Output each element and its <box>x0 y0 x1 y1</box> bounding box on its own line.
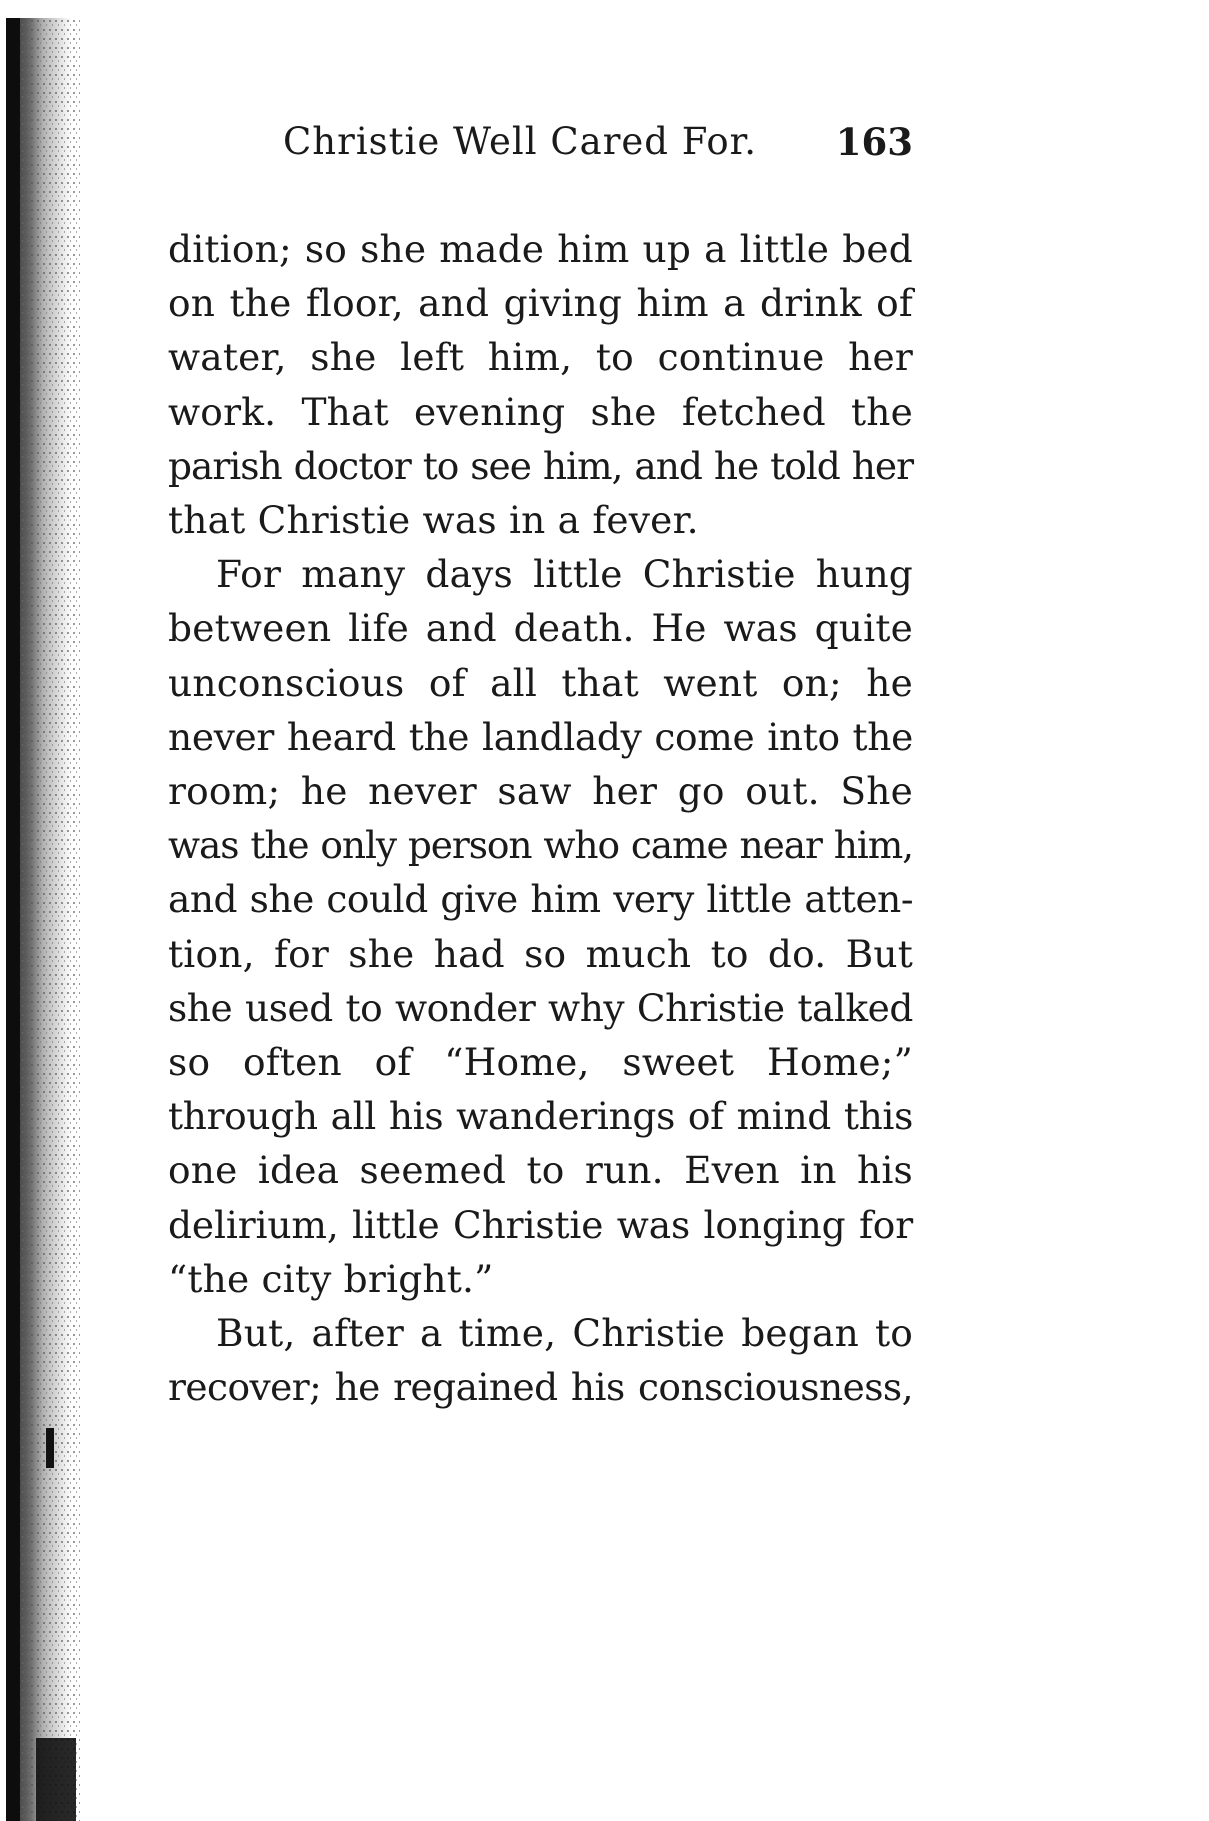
text-line: through all his wanderings of mind this <box>168 1094 913 1139</box>
text-line: For many days little Christie hung <box>216 552 913 597</box>
text-line: between life and death. He was quite <box>168 606 913 651</box>
text-line: parish doctor to see him, and he told her <box>168 443 913 488</box>
binding-edge-scan <box>6 18 94 1821</box>
text-line: recover; he regained his consciousness, <box>168 1365 913 1410</box>
text-line: But, after a time, Christie began to <box>216 1311 913 1356</box>
text-line: was the only person who came near him, <box>168 823 913 868</box>
text-line: and she could give him very little atten- <box>168 877 913 922</box>
text-line: dition; so she made him up a little bed <box>168 227 913 271</box>
text-line: so often of “Home, sweet Home;” <box>168 1040 913 1085</box>
text-line: “the city bright.” <box>168 1256 494 1301</box>
text-line: unconscious of all that went on; he <box>168 660 913 705</box>
text-line: work. That evening she fetched the <box>168 389 913 434</box>
text-line: never heard the landlady come into the <box>168 714 913 759</box>
body-text <box>168 222 913 1414</box>
text-line: she used to wonder why Christie talked <box>168 985 913 1030</box>
text-line: water, she left him, to continue her <box>168 335 913 380</box>
paragraph <box>168 547 913 1306</box>
text-line: tion, for she had so much to do. But <box>168 931 913 976</box>
paragraph <box>168 222 913 547</box>
text-line: one idea seemed to run. Even in his <box>168 1148 913 1193</box>
text-line: delirium, little Christie was longing for <box>168 1202 913 1247</box>
text-line: room; he never saw her go out. She <box>168 769 913 814</box>
running-title: Christie Well Cared For. <box>283 120 758 163</box>
paragraph <box>168 1306 913 1414</box>
page-header <box>283 120 913 180</box>
page-number: 163 <box>835 120 913 164</box>
text-line: that Christie was in a fever. <box>168 498 699 543</box>
text-line: on the floor, and giving him a drink of <box>168 281 913 326</box>
